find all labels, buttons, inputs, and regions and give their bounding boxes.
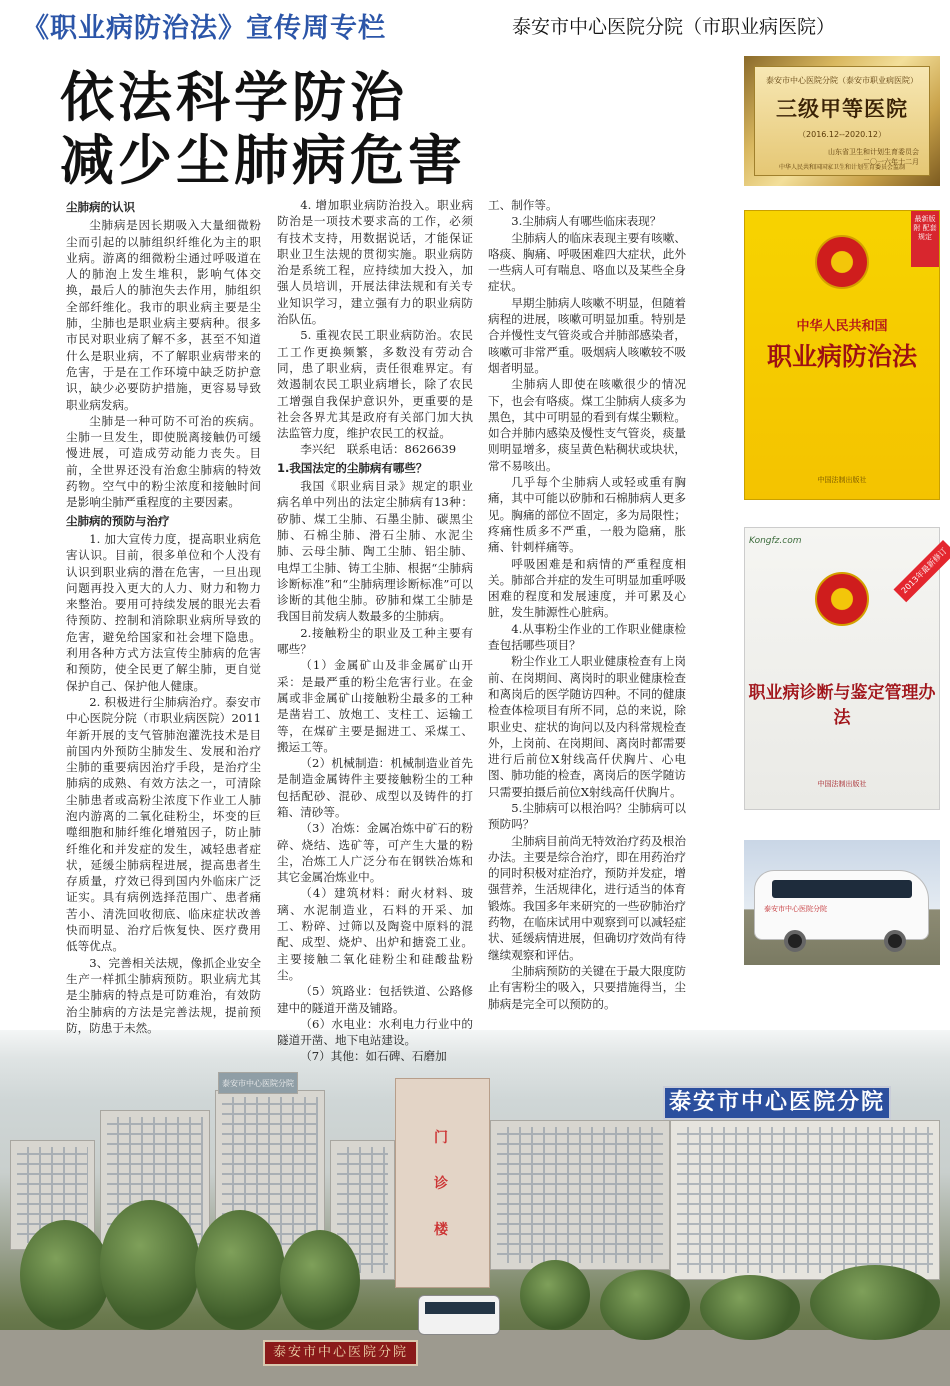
building <box>490 1120 670 1270</box>
paragraph: 早期尘肺病人咳嗽不明显，但随着病程的进展，咳嗽可明显加重。特别是合并慢性支气管炎或合并肺部感染者，咳嗽可非常严重。吸烟病人咳嗽较不吸烟者明显。 <box>488 295 686 375</box>
tree <box>280 1230 360 1330</box>
outpatient-tower <box>395 1078 490 1288</box>
section-heading: 尘肺病的预防与治疗 <box>66 513 170 528</box>
paragraph: 尘肺病是因长期吸入大量细微粉尘而引起的以肺组织纤维化为主的职业病。游离的细微粉尘通过呼吸道在人的肺泡上发生堆积，影响气体交换，最后人的肺泡失去作用，肺组织全部纤维化。我市的职业病主要是尘肺，尘肺也是职业病主要病种。很多市民对职业病了解不多，甚至不知道什么是职业病，不了解职业病带来的危害，于是在工作环境中缺乏防护意识，缺少必要防护措施，更容易导致职业病发病。 <box>66 218 261 412</box>
plaque-period: （2016.12--2020.12） <box>798 130 886 139</box>
book1-tag: 最新版 附 配套规定 <box>911 211 939 267</box>
plaque-top-line: 泰安市中心医院分院（泰安市职业病医院） <box>766 76 918 85</box>
national-emblem-icon <box>815 235 869 289</box>
roof-sign: 泰安市中心医院分院 <box>663 1086 891 1120</box>
paragraph: （4）建筑材料：耐火材料、玻璃、水泥制造业，石料的开采、加工、粉碎、过筛以及陶瓷中原料的混配、成型、烧炉、出炉和搪瓷工业。主要接触二氧化硅粉尘和硅酸盐粉尘。 <box>277 886 473 982</box>
paragraph: 尘肺病目前尚无特效治疗药及根治办法。主要是综合治疗，即在用药治疗的同时积极对症治疗，预防并发症，增强营养，生活规律化，进行适当的体育锻炼。我国多年来研究的一些矽肺治疗药物，在临床试用中观察到可以减轻症状、延缓病情进展，但确切疗效尚有待继续观察和评估。 <box>488 833 686 962</box>
paragraph: 尘肺是一种可防不可治的疾病。尘肺一旦发生，即使脱离接触仍可缓慢进展，可造成劳动能力丧失。目前，全世界还没有治愈尘肺病的特效药物。空气中的粉尘浓度和接触时间是影响尘肺严重程度的主要因素。 <box>66 413 261 510</box>
paragraph: 尘肺病预防的关键在于最大限度防止有害粉尘的吸入，只要措施得当，尘肺病是完全可以预防的。 <box>488 963 686 1011</box>
plaque-date: 二〇一六年十二月 <box>863 158 919 166</box>
paragraph: 5.尘肺病可以根治吗？尘肺病可以预防吗？ <box>488 800 686 832</box>
tree <box>20 1220 110 1330</box>
plaque-title: 三级甲等医院 <box>776 96 908 121</box>
bus-stripe: 泰安市中心医院分院 <box>764 905 827 913</box>
paragraph: （2）机械制造：机械制造业首先是制造金属铸件主要接触粉尘的工种包括配砂、混砂、成型以及铸件的打箱、清砂等。 <box>277 756 473 819</box>
book2-watermark: Kongfz.com <box>749 536 802 546</box>
left-roof-sign: 泰安市中心医院分院 <box>218 1072 298 1094</box>
paragraph: 4. 增加职业病防治投入。职业病防治是一项技术要求高的工作，必须有技术支持，用数据说话，才能保证职业卫生法规的贯彻实施。职业病防治是系统工程，应持续加大投入，加强人员培训，开展法律法规和有关专业知识学习，建立强有力的职业病防治队伍。 <box>277 198 473 327</box>
article-column-3 <box>488 197 686 1012</box>
book2-publisher: 中国法制出版社 <box>817 780 867 788</box>
building <box>670 1120 940 1280</box>
medical-bus-photo <box>744 840 940 965</box>
book-cover-prevention-law <box>744 210 940 500</box>
wheel-icon <box>884 930 906 952</box>
plaque-issuer: 山东省卫生和计划生育委员会 <box>828 148 919 156</box>
paragraph: （7）其他：如石碑、石磨加 <box>300 1049 447 1064</box>
article-column-2 <box>277 197 473 1065</box>
book1-title: 职业病防治法 <box>766 342 917 371</box>
publisher-name: 泰安市中心医院分院（市职业病医院） <box>512 16 836 38</box>
book1-subtitle: 中华人民共和国 <box>796 319 888 334</box>
tree <box>520 1260 590 1330</box>
book1-publisher: 中国法制出版社 <box>817 476 867 484</box>
paragraph: 1. 加大宣传力度，提高职业病危害认识。目前，很多单位和个人没有认识到职业病的潜在危害，一旦出现问题再投入更大的人力、财力和物力来整治。要用可持续发展的眼光去看待预防、控制和消除职业病所导致的危害，避免给国家和社会埋下隐患。利用各种方式方法宣传尘肺病的危害和预防，使全民更了解尘肺，更自觉保护自己、保护他人健康。 <box>66 531 261 693</box>
paragraph: 尘肺病人即使在咳嗽很少的情况下，也会有咯痰。煤工尘肺病人痰多为黑色，其中可明显的看到有煤尘颗粒。如合并肺内感染及慢性支气管炎，痰量则明显增多，痰呈黄色粘稠状或块状，常不易咳出。 <box>488 377 686 473</box>
book2-tag: 2013年最新修订 <box>894 540 950 602</box>
paragraph: 李兴纪 联系电话：8626639 <box>300 442 457 457</box>
bus-windows <box>772 880 912 898</box>
wheel-icon <box>784 930 806 952</box>
tree <box>700 1275 800 1340</box>
paragraph: 呼吸困难是和病情的严重程度相关。肺部合并症的发生可明显加重呼吸困难的程度和发展速度，并可累及心脏，发生肺源性心脏病。 <box>488 556 686 620</box>
section-heading: 1.我国法定的尘肺病有哪些？ <box>277 460 428 475</box>
paragraph: 2. 积极进行尘肺病治疗。泰安市中心医院分院（市职业病医院）2011年新开展的支气管肺泡灌洗技术是目前国内外预防尘肺发生、发展和治疗尘肺的重要病因治疗手段，是治疗尘肺病的成熟、有效方法之一，可清除尘肺患者或高粉尘浓度下作业工人肺泡内游离的二氧化硅粉尘，坏变的巨噬细胞和肺纤维化增殖因子，防止肺纤维化和并发症的发生，减轻患者症状，延缓尘肺病程进展，提高患者生存质量，疗效已得到国内外临床广泛证实。具有病例选择范围广、患者痛苦小、清洗回收彻底、临床症状改善快而明显、治疗后恢复快、医疗费用低等优点。 <box>66 694 261 954</box>
article-column-1 <box>66 197 261 1036</box>
bus-in-street <box>418 1295 500 1335</box>
paragraph: 3.尘肺病人有哪些临床表现？ <box>511 214 662 229</box>
tree <box>810 1265 940 1340</box>
paragraph: 工、制作等。 <box>488 198 558 212</box>
headline-line-2: 减少尘肺病危害 <box>60 129 466 192</box>
paragraph: 2.接触粉尘的职业及工种主要有哪些？ <box>277 625 473 657</box>
tree <box>195 1210 285 1330</box>
book2-title: 职业病诊断与鉴定管理办法 <box>748 683 936 728</box>
gate-sign: 泰安市中心医院分院 <box>263 1340 418 1366</box>
column-title: 《职业病防治法》宣传周专栏 <box>22 13 386 44</box>
street <box>0 1330 950 1386</box>
paragraph: 尘肺病人的临床表现主要有咳嗽、咯痰、胸痛、呼吸困难四大症状，此外一些病人可有喘息、咯血以及某些全身症状。 <box>488 230 686 294</box>
tower-sign: 门诊楼 <box>434 1130 448 1238</box>
book-cover-diagnosis-rules <box>744 527 949 810</box>
paragraph: 粉尘作业工人职业健康检查有上岗前、在岗期间、离岗时的职业健康检查和离岗后的医学随访四种。不同的健康检查体检项目有所不同，总的来说，除职业史、症状的询问以及内科常规检查外，上岗前、在岗期间、离岗时都需要进行后前位X射线高仟伏胸片、心电图、肺功能的检查，离岗后的医学随访只需要拍摄后前位X射线高仟伏胸片。 <box>488 654 686 799</box>
grade-a-hospital-plaque <box>744 56 940 186</box>
paragraph: 几乎每个尘肺病人或轻或重有胸痛，其中可能以矽肺和石棉肺病人更多见。胸痛的部位不固定，多为局限性；疼痛性质多不严重，一般为隐痛，胀痛、针刺样痛等。 <box>488 475 686 555</box>
paragraph: 4.从事粉尘作业的工作职业健康检查包括哪些项目？ <box>488 621 686 653</box>
section-heading: 尘肺病的认识 <box>66 200 135 214</box>
headline-line-1: 依法科学防治 <box>60 66 408 129</box>
plaque-bottom: 中华人民共和国国家卫生和计划生育委员会监制 <box>778 164 905 171</box>
tree <box>600 1270 690 1340</box>
national-emblem-icon <box>815 572 869 626</box>
paragraph: （6）水电业：水利电力行业中的隧道开凿、地下电站建设。 <box>277 1016 473 1048</box>
tree <box>100 1200 200 1330</box>
paragraph: （1）金属矿山及非金属矿山开采：是最严重的粉尘危害行业。在金属或非金属矿山接触粉尘最多的工种是凿岩工、放炮工、支柱工、运输工等，在煤矿主要是掘进工、采煤工、搬运工等。 <box>277 658 473 754</box>
paragraph: 3、完善相关法规，像抓企业安全生产一样抓尘肺病预防。职业病尤其是尘肺病的特点是可防难治，有效防治尘肺病的方法是完善法规，提前预防，防患于未然。 <box>66 955 261 1035</box>
column-banner <box>0 0 950 48</box>
paragraph: 5. 重视农民工职业病防治。农民工工作更换频繁，多数没有劳动合同，患了职业病，责任很难界定。有效遏制农民工职业病增长，除了农民工增强自我保护意识外，更重要的是社会各界尤其是政府有关部门加大执法监管力度，维护农民工的权益。 <box>277 328 473 441</box>
paragraph: （5）筑路业：包括铁道、公路修建中的隧道开凿及铺路。 <box>277 984 473 1015</box>
paragraph: 我国《职业病目录》规定的职业病名单中列出的法定尘肺病有13种：矽肺、煤工尘肺、石墨尘肺、碳黑尘肺、石棉尘肺、滑石尘肺、水泥尘肺、云母尘肺、陶工尘肺、铝尘肺、电焊工尘肺、铸工尘肺、根据“尘肺病诊断标准”和“尘肺病理诊断标准”可以诊断的其他尘肺。矽肺和煤工尘肺是我国目前发病人数最多的尘肺病。 <box>277 479 473 624</box>
paragraph: （3）冶炼：金属冶炼中矿石的粉碎、烧结、选矿等，可产生大量的粉尘，冶炼工人广泛分布在钢铁冶炼和其它金属冶炼业中。 <box>277 821 473 885</box>
